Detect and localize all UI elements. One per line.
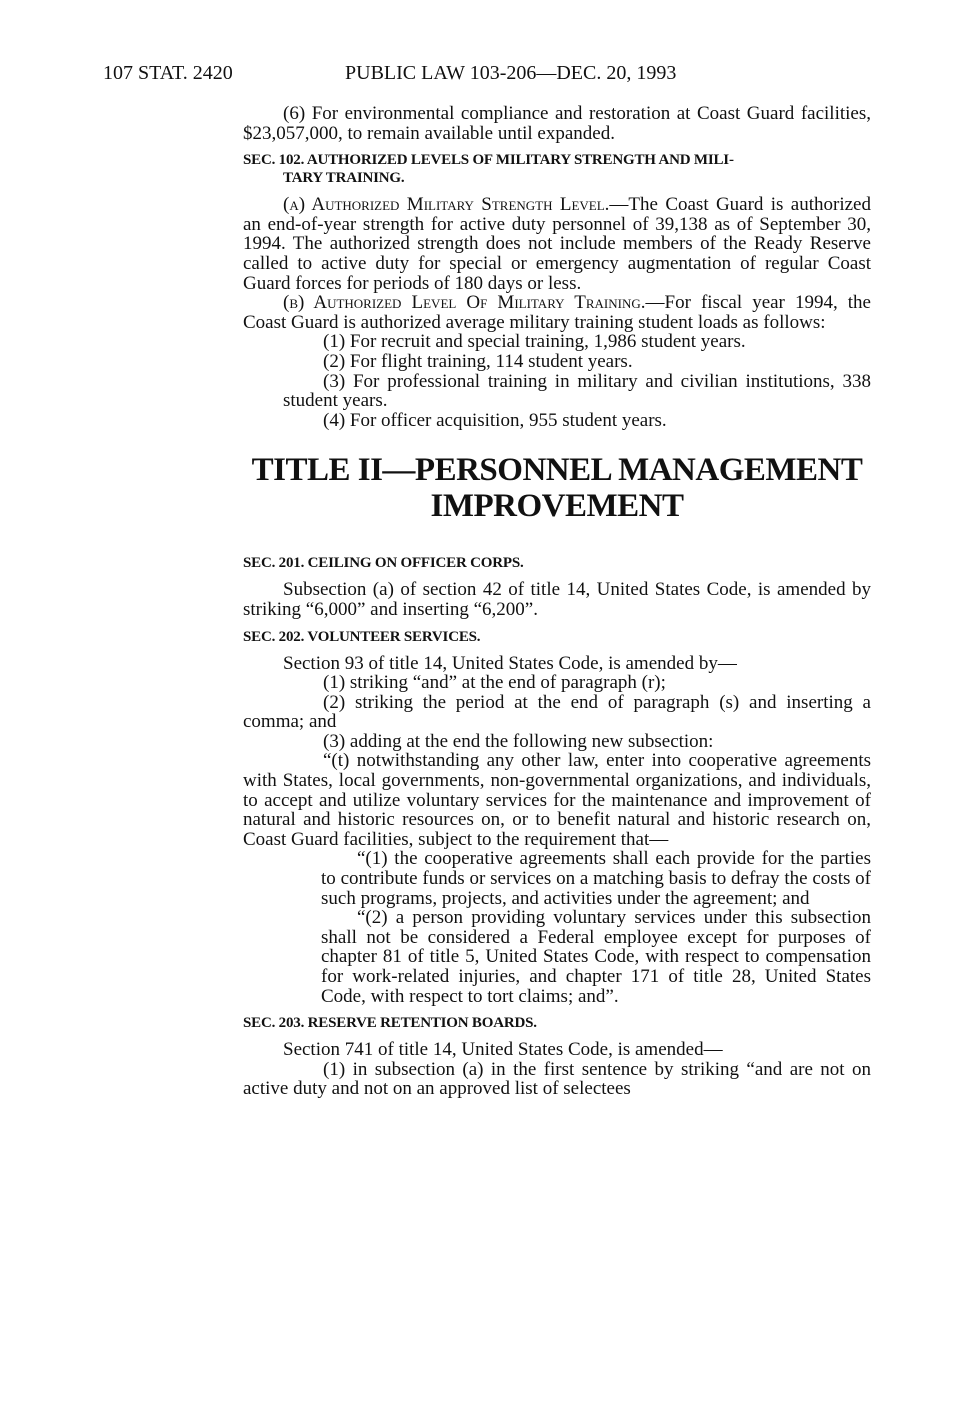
sec102-b-text: —For fiscal year 1994, the Coast Guard is authorized average military training student loads as follows:	[243, 292, 871, 333]
sec203-heading: SEC. 203. RESERVE RETENTION BOARDS.	[243, 1015, 537, 1032]
statute-page-number: 107 STAT. 2420	[103, 62, 233, 84]
title-ii-heading	[243, 452, 871, 524]
sec202-intro: Section 93 of title 14, United States Code, is amended by—	[283, 652, 737, 674]
sec202-heading: SEC. 202. VOLUNTEER SERVICES.	[243, 628, 481, 645]
page-header	[103, 58, 883, 88]
sec102-item-2: (2) For flight training, 114 student years.	[323, 350, 633, 372]
sec102-item-4: (4) For officer acquisition, 955 student years.	[323, 409, 667, 431]
sec202-paragraph-3: (3) adding at the end the following new subsection:	[323, 730, 714, 752]
sec201-text: Subsection (a) of section 42 of title 14, United States Code, is amended by striking “6,000” and inserting “6,200”.	[243, 579, 871, 620]
title-ii-line2: IMPROVEMENT	[430, 488, 684, 525]
document-body	[243, 104, 871, 1099]
sec202-subsection-t-2: “(2) a person providing voluntary services under this subsection shall not be considered a Federal employee except for purposes of chapter 81 of title 5, United States Code, with respect to compensation for work-related injuries, and chapter 171 of title 28, United States Code, with respect to tort claims; and”.	[321, 907, 871, 1007]
sec202-paragraph-2: (2) striking the period at the end of paragraph (s) and inserting a comma; and	[243, 691, 871, 733]
sec102-b-label: (b) Authorized Level Of Military Training.	[283, 292, 646, 314]
sec203-paragraph-1: (1) in subsection (a) in the first sentence by striking “and are not on active duty and not on an approved list of selectees	[243, 1058, 871, 1100]
sec202-subsection-t: “(t) notwithstanding any other law, enter into cooperative agreements with States, local governments, non-governmental organizations, and individuals, to accept and utilize voluntary services for the maintenance and improvement of natural and historic resources on, or to benefit natural and historic research on, Coast Guard facilities, subject to the requirement that—	[243, 750, 871, 850]
sec102-item-1: (1) For recruit and special training, 1,986 student years.	[323, 331, 746, 353]
sec102-subsection-a	[243, 195, 871, 293]
title-ii-line1: TITLE II—PERSONNEL MANAGEMENT	[251, 452, 863, 489]
sec102-heading	[243, 151, 871, 187]
sec102-item-3: (3) For professional training in military and civilian institutions, 338 student years.	[283, 370, 871, 412]
sec203-intro: Section 741 of title 14, United States Code, is amended—	[283, 1039, 723, 1061]
sec102-a-text: —The Coast Guard is authorized an end-of-year strength for active duty personnel of 39,138 as of September 30, 1994. The authorized strength does not include members of the Ready Reserve called to active duty for special or emergency augmentation of regular Coast Guard forces for periods of 180 days or less.	[243, 194, 871, 294]
sec102-subsection-b	[243, 293, 871, 332]
sec201-heading: SEC. 201. CEILING ON OFFICER CORPS.	[243, 555, 524, 572]
sec102-a-label: (a) Authorized Military Strength Level.	[283, 194, 610, 216]
sec102-heading-line2: TARY TRAINING.	[283, 170, 405, 187]
public-law-citation: PUBLIC LAW 103-206—DEC. 20, 1993	[345, 62, 677, 84]
sec202-paragraph-1: (1) striking “and” at the end of paragraph (r);	[323, 672, 666, 694]
sec102-heading-line1: SEC. 102. AUTHORIZED LEVELS OF MILITARY STRENGTH AND MILI-	[243, 152, 734, 169]
sec101-paragraph-6: (6) For environmental compliance and restoration at Coast Guard facilities, $23,057,000, to remain available until expanded.	[243, 103, 871, 144]
sec202-subsection-t-1: “(1) the cooperative agreements shall each provide for the parties to contribute funds or services on a matching basis to defray the costs of such programs, projects, and activities under the agreement; and	[321, 848, 871, 909]
